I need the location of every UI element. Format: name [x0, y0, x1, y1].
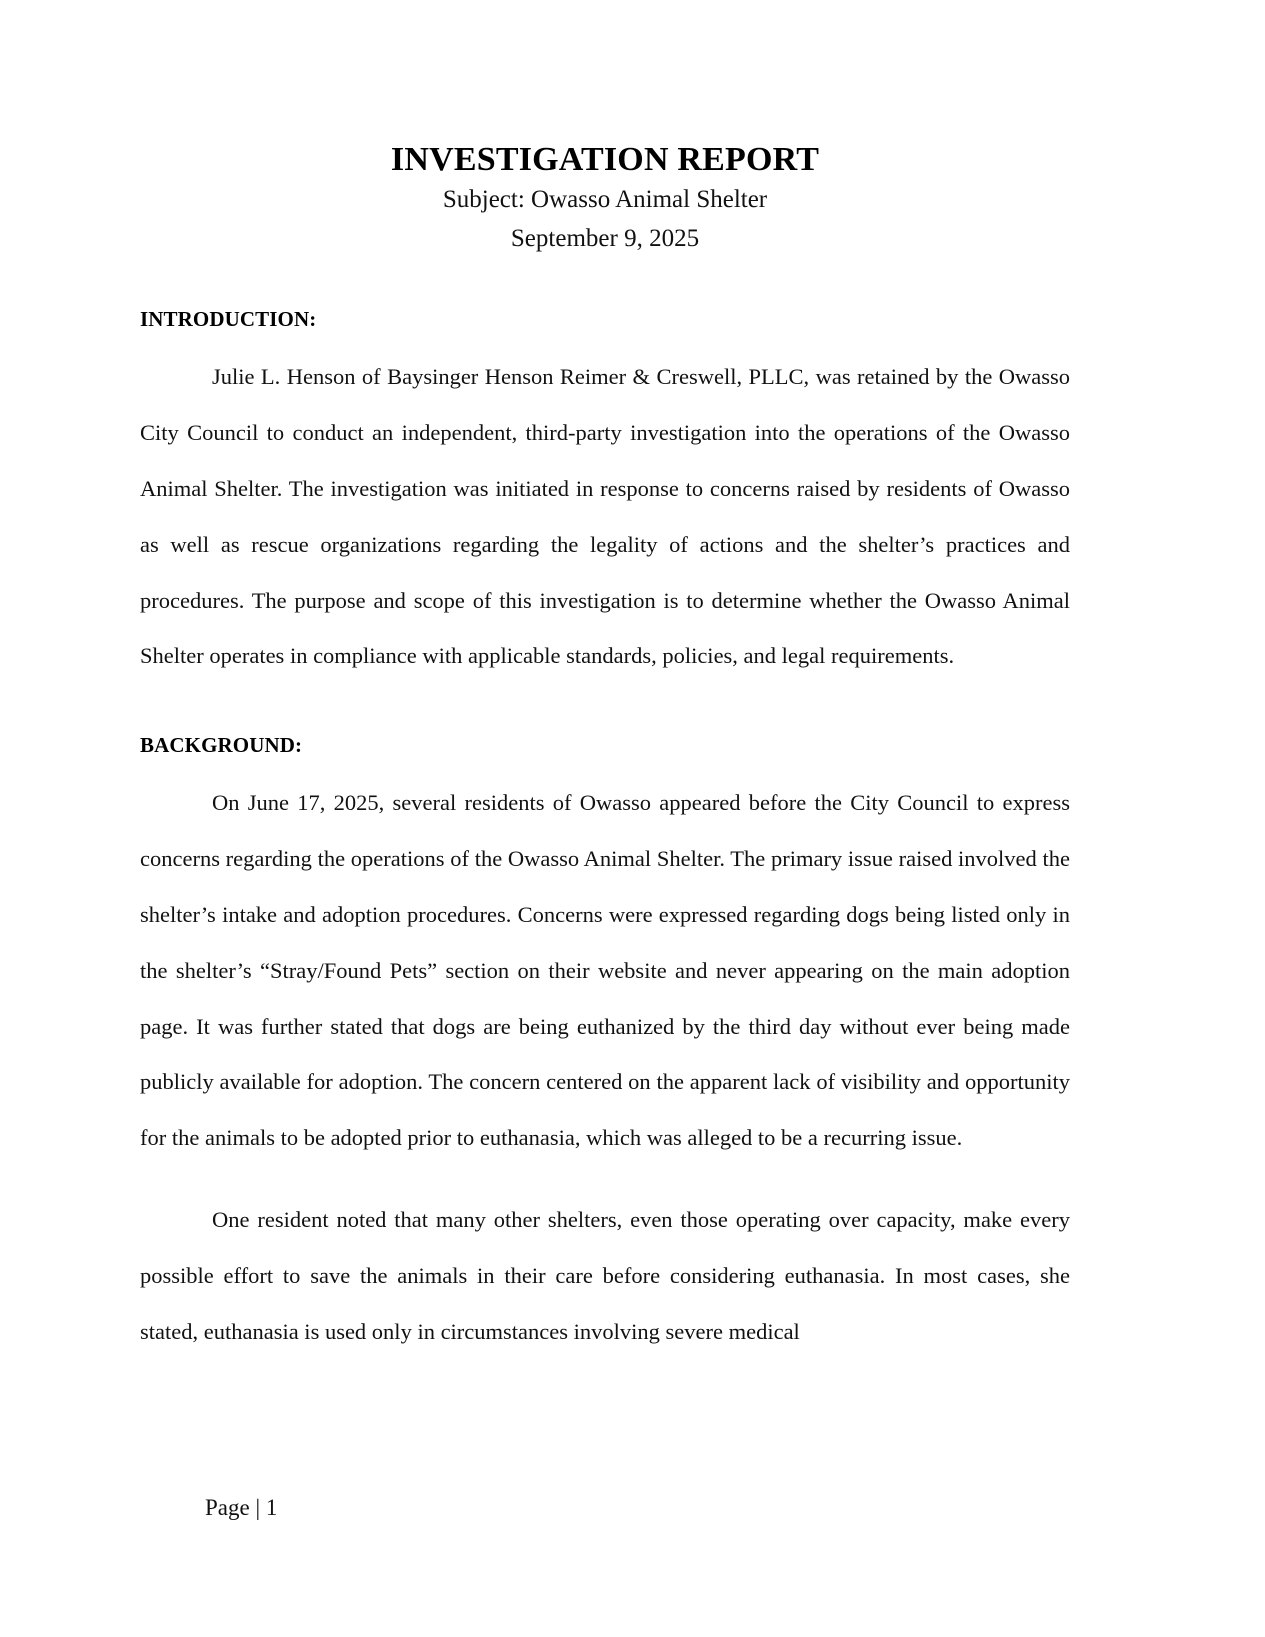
page-title: INVESTIGATION REPORT [390, 141, 820, 178]
page-footer: Page | 1 [205, 1495, 278, 1520]
background-paragraph-1: On June 17, 2025, several residents of Owasso appeared before the City Council to express concerns regarding the operations of the Owasso Animal Shelter. The primary issue raised involved the shelter’s intake and adoption procedures. Concerns were expressed regarding dogs being listed only in the shelter’s “Stray/Found Pets” section on their website and never appearing on the main adoption page. It was further stated that dogs are being euthanized by the third day without ever being made publicly available for adoption. The concern centered on the apparent lack of visibility and opportunity for the animals to be adopted prior to euthanasia, which was alleged to be a recurring issue. [140, 790, 1070, 1151]
document-date-line: September 9, 2025 [510, 225, 700, 253]
document-subject-line: Subject: Owasso Animal Shelter [442, 186, 768, 214]
introduction-paragraph-1: Julie L. Henson of Baysinger Henson Reimer & Creswell, PLLC, was retained by the Owasso City Council to conduct an independent, third-party investigation into the operations of the Owasso Animal Shelter. The investigation was initiated in response to concerns raised by residents of Owasso as well as rescue organizations regarding the legality of actions and the shelter’s practices and procedures. The purpose and scope of this investigation is to determine whether the Owasso Animal Shelter operates in compliance with applicable standards, policies, and legal requirements. [140, 364, 1070, 669]
document-content [140, 0, 1070, 1359]
section-heading-background: BACKGROUND: [140, 733, 303, 758]
section-heading-introduction: INTRODUCTION: [140, 307, 317, 332]
background-paragraph-2: One resident noted that many other shelters, even those operating over capacity, make every possible effort to save the animals in their care before considering euthanasia. In most cases, she stated, euthanasia is used only in circumstances involving severe medical [140, 1207, 1070, 1344]
